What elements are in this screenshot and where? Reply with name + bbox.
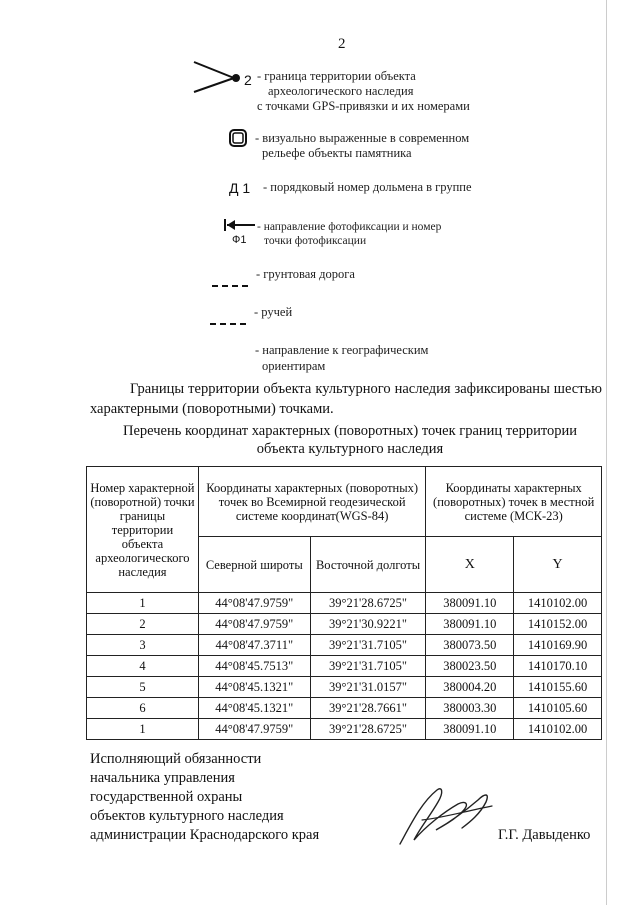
- cell-point: 6: [87, 698, 199, 719]
- boundary-paragraph: Границы территории объекта культурного наследия зафиксированы шестью характерными (поворотными) точками.: [90, 381, 602, 417]
- cell-lat: 44°08'47.9759": [198, 614, 310, 635]
- cell-lon: 39°21'31.7105": [310, 656, 426, 677]
- legend-boundary-line1: - граница территории объекта: [257, 69, 416, 83]
- cell-lat: 44°08'45.7513": [198, 656, 310, 677]
- coordinates-table: [86, 466, 602, 740]
- legend-photo-line2: точки фотофиксации: [264, 235, 367, 247]
- cell-x: 380004.20: [426, 677, 514, 698]
- legend-photo-line1: - направление фотофиксации и номер: [257, 221, 442, 233]
- legend-visible-line2: рельефе объекты памятника: [262, 146, 412, 160]
- cell-x: 380023.50: [426, 656, 514, 677]
- legend-visible-line1: - визуально выраженные в современном: [255, 131, 470, 145]
- stream-line-icon: [210, 312, 246, 330]
- page-number: 2: [338, 36, 346, 52]
- signatory-name: Г.Г. Давыденко: [498, 827, 591, 843]
- cell-x: 380091.10: [426, 614, 514, 635]
- signature-line2: начальника управления: [90, 770, 235, 786]
- signature-line3: государственной охраны: [90, 789, 243, 805]
- photo-point-label: Ф1: [232, 234, 247, 246]
- header-wgs84: Координаты характерных (поворотных) точек во Всемирной геодезической системе координат(WGS-84): [198, 467, 426, 537]
- cell-lat: 44°08'45.1321": [198, 677, 310, 698]
- cell-y: 1410102.00: [514, 719, 602, 740]
- cell-x: 380003.30: [426, 698, 514, 719]
- dolmen-symbol: Д 1: [229, 180, 251, 196]
- table-title-line2: объекта культурного наследия: [256, 441, 444, 457]
- cell-point: 1: [87, 593, 199, 614]
- photo-direction-arrow-icon: [223, 218, 257, 232]
- cell-point: 5: [87, 677, 199, 698]
- cell-lat: 44°08'47.9759": [198, 593, 310, 614]
- cell-lon: 39°21'31.0157": [310, 677, 426, 698]
- table-row: [87, 677, 602, 698]
- cell-x: 380073.50: [426, 635, 514, 656]
- cell-point: 2: [87, 614, 199, 635]
- cell-lon: 39°21'30.9221": [310, 614, 426, 635]
- header-point-number: Номер характерной (поворотной) точки границы территории объекта археологического наследия: [87, 467, 199, 593]
- legend-stream-text: - ручей: [254, 305, 293, 319]
- cell-lat: 44°08'47.9759": [198, 719, 310, 740]
- signature-line5: администрации Краснодарского края: [90, 827, 320, 843]
- legend-dolmen-text: - порядковый номер дольмена в группе: [263, 180, 472, 194]
- table-row: [87, 614, 602, 635]
- dirt-road-line-icon: [212, 274, 248, 292]
- legend-boundary-line2: археологического наследия: [268, 84, 414, 98]
- signature-line4: объектов культурного наследия: [90, 808, 284, 824]
- cell-point: 1: [87, 719, 199, 740]
- handwritten-signature: [392, 782, 502, 852]
- cell-y: 1410152.00: [514, 614, 602, 635]
- visible-object-icon: [228, 128, 248, 148]
- boundary-symbol-icon: [192, 58, 252, 94]
- table-row: [87, 719, 602, 740]
- cell-y: 1410155.60: [514, 677, 602, 698]
- header-longitude: Восточной долготы: [310, 537, 426, 593]
- legend-road-text: - грунтовая дорога: [256, 267, 355, 281]
- header-msk23: Координаты характерных (поворотных) точек в местной системе (МСК-23): [426, 467, 602, 537]
- table-row: [87, 593, 602, 614]
- cell-point: 3: [87, 635, 199, 656]
- scan-edge-line: [606, 0, 607, 905]
- table-row: [87, 698, 602, 719]
- legend-orientation-line1: - направление к географическим: [255, 343, 429, 357]
- cell-x: 380091.10: [426, 593, 514, 614]
- legend-boundary-line3: с точками GPS-привязки и их номерами: [257, 99, 470, 113]
- table-row: [87, 635, 602, 656]
- table-row: [87, 656, 602, 677]
- boundary-point-number: 2: [244, 72, 252, 88]
- cell-y: 1410102.00: [514, 593, 602, 614]
- legend-orientation-line2: ориентирам: [262, 359, 326, 373]
- cell-y: 1410170.10: [514, 656, 602, 677]
- cell-lat: 44°08'45.1321": [198, 698, 310, 719]
- cell-lon: 39°21'28.6725": [310, 593, 426, 614]
- header-latitude: Северной широты: [198, 537, 310, 593]
- cell-point: 4: [87, 656, 199, 677]
- cell-lon: 39°21'31.7105": [310, 635, 426, 656]
- table-title-line1: Перечень координат характерных (поворотных) точек границ территории: [122, 423, 578, 439]
- cell-x: 380091.10: [426, 719, 514, 740]
- signature-position: [90, 750, 319, 845]
- header-y: Y: [514, 537, 602, 593]
- cell-lon: 39°21'28.6725": [310, 719, 426, 740]
- header-x: X: [426, 537, 514, 593]
- cell-y: 1410105.60: [514, 698, 602, 719]
- signature-line1: Исполняющий обязанности: [90, 751, 262, 767]
- table-title: [100, 422, 600, 458]
- cell-y: 1410169.90: [514, 635, 602, 656]
- cell-lat: 44°08'47.3711": [198, 635, 310, 656]
- cell-lon: 39°21'28.7661": [310, 698, 426, 719]
